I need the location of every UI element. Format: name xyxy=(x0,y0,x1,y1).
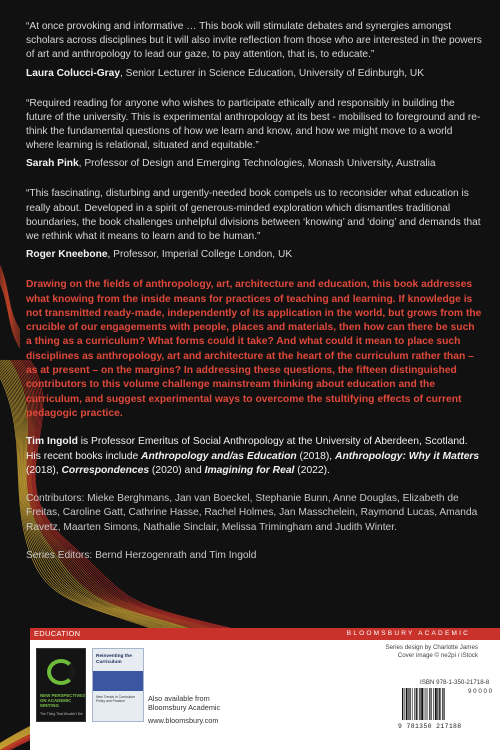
barcode-bar xyxy=(437,688,438,720)
related-book-title: Reinventing the Curriculum xyxy=(96,654,132,665)
endorsement-1 xyxy=(26,20,482,81)
ring-graphic xyxy=(47,659,75,685)
barcode-bar xyxy=(421,688,423,720)
barcode-bar xyxy=(418,688,419,720)
related-book-cover-2 xyxy=(92,648,144,722)
barcode-bar xyxy=(427,688,428,720)
swirl-line xyxy=(0,258,20,338)
series-editors: Series Editors: Bernd Herzogenrath and Tim Ingold xyxy=(26,549,257,561)
back-cover-text xyxy=(26,20,482,563)
bio-text: (2018), xyxy=(296,450,336,462)
swirl-line xyxy=(0,256,20,336)
swirl-line xyxy=(0,268,20,348)
swirl-line xyxy=(0,261,20,341)
swirl-line xyxy=(0,251,20,331)
image-credit: Cover image © ne2pi / iStock xyxy=(397,652,478,660)
barcode-bar xyxy=(409,688,410,720)
endorsement-3 xyxy=(26,187,482,262)
footer-panel xyxy=(30,640,500,750)
publisher-website: www.bloomsbury.com xyxy=(148,716,219,725)
swirl-line xyxy=(0,267,20,347)
barcode-bar xyxy=(426,688,427,720)
publisher-label: BLOOMSBURY ACADEMIC xyxy=(346,630,470,637)
bio-text: (2018), xyxy=(26,464,62,476)
cover-image-strip xyxy=(93,671,143,691)
quote-text: “Required reading for anyone who wishes to participate ethically and responsibly in building the future of the university. This is experimental anthropology at its best - mobilised to foreground and re-think the fundamental questions of how we learn and know, and how we might move to a world where learning is relational, situated and equitable.” xyxy=(26,97,481,152)
barcode-bar xyxy=(433,688,434,720)
related-book-title: NEW PERSPECTIVES ON ACADEMIC WRITING xyxy=(40,693,86,708)
isbn-label: ISBN 978-1-350-21718-8 xyxy=(420,679,490,686)
barcode-bar xyxy=(431,688,432,720)
barcode-bar xyxy=(442,688,443,720)
barcode-bar xyxy=(416,688,417,720)
bio-text: is Professor Emeritus of Social Anthropology at the University of Aberdeen, Scotland. His recent books include xyxy=(26,436,468,462)
swirl-line xyxy=(0,250,20,330)
barcode-bar xyxy=(408,688,409,720)
design-credit: Series design by Charlotte James xyxy=(385,644,478,651)
barcode-bar xyxy=(439,688,440,720)
swirl-line xyxy=(0,254,20,334)
barcode-bar xyxy=(402,688,403,720)
quote-attribution xyxy=(26,248,482,262)
book-title: Anthropology and/as Education xyxy=(141,450,297,462)
barcode-bar xyxy=(406,688,408,720)
barcode-bar xyxy=(412,688,413,720)
barcode-bar xyxy=(424,688,425,720)
bio-text: (2022). xyxy=(294,464,330,476)
endorser-role: , Senior Lecturer in Science Education, University of Edinburgh, UK xyxy=(119,67,425,79)
endorser-name: Sarah Pink xyxy=(26,158,79,170)
category-label: EDUCATION xyxy=(34,629,81,638)
barcode xyxy=(402,688,462,720)
barcode-digits: 9 781350 217188 xyxy=(398,723,462,730)
swirl-line xyxy=(0,253,20,333)
barcode-bar xyxy=(440,688,441,720)
book-title: Imagining for Real xyxy=(204,464,295,476)
barcode-bar xyxy=(444,688,445,720)
quote-attribution xyxy=(26,157,482,171)
barcode-bar xyxy=(414,688,415,720)
barcode-bar xyxy=(429,688,430,720)
book-title: Anthropology: Why it Matters xyxy=(335,450,480,462)
related-book-subtitle: The Thing That Wouldn't Die xyxy=(40,712,83,716)
book-description: Drawing on the fields of anthropology, art, architecture and education, this book addresses what knowing from the inside means for practices of teaching and learning. If knowledge is not transmitted ready-made, independently of its application in the world, but grows from the crucible of our engagements with people, places and materials, then how can there be such a thing as a curriculum? What forms could it take? And what could it mean to place such disciplines as anthropology, art and architecture at the heart of the curriculum rather than – as at present – on the margins? In addressing these questions, the fifteen distinguished contributors to this volume challenge mainstream thinking about education and the curriculum, and suggest experimental ways to overcome the stultifying effects of current pedagogic practice. xyxy=(26,279,482,419)
author-name: Tim Ingold xyxy=(26,436,78,448)
quote-attribution xyxy=(26,67,482,81)
related-book-subtitle: New Trends in Curriculum Policy and Practice xyxy=(96,695,136,703)
price-code: 9 0 0 0 0 xyxy=(468,688,493,695)
barcode-bar xyxy=(435,688,437,720)
book-title: Correspondences xyxy=(61,464,150,476)
endorser-role: , Professor, Imperial College London, UK xyxy=(107,249,293,261)
quote-text: “At once provoking and informative … This book will stimulate debates and synergies amongst scholars across disciplines but it will also invite reflection from those who are interested in the powers of art and anthropology to lead our gaze, to pay attention, that is, to educate.” xyxy=(26,21,482,61)
barcode-bar xyxy=(419,688,420,720)
swirl-line xyxy=(0,257,20,337)
barcode-bar xyxy=(404,688,405,720)
swirl-line xyxy=(0,260,20,340)
contributors-list: Contributors: Mieke Berghmans, Jan van Boeckel, Stephanie Bunn, Anne Douglas, Elizabeth de Freitas, Caroline Gatt, Cathrine Hasse, Rachel Holmes, Jan Masschelein, Raymond Lucas, Amanda Ravetz, Maarten Simons, Nathalie Sinclair, Melissa Trimingham and Judith Winter. xyxy=(26,493,478,533)
also-available-text: Also available from Bloomsbury Academic xyxy=(148,694,221,713)
category-band xyxy=(30,628,500,640)
swirl-line xyxy=(0,264,20,344)
quote-text: “This fascinating, disturbing and urgently-needed book compels us to reconsider what education is really about. Developed in a spirit of generous-minded exploration which dismantles traditional boundaries, the book challenges unhelpful divisions between ‘knowing’ and ‘doing’ and demands that we rethink what it means to learn and to be human.” xyxy=(26,188,481,243)
author-bio xyxy=(26,435,482,478)
swirl-line xyxy=(0,263,20,343)
swirl-line xyxy=(0,265,20,345)
endorser-role: , Professor of Design and Emerging Technologies, Monash University, Australia xyxy=(78,158,436,170)
endorsement-2 xyxy=(26,97,482,172)
related-book-cover-1 xyxy=(36,648,86,722)
endorser-name: Laura Colucci-Gray xyxy=(26,67,120,79)
bio-text: (2020) and xyxy=(149,464,205,476)
endorser-name: Roger Kneebone xyxy=(26,249,108,261)
cover-credits xyxy=(385,644,478,660)
